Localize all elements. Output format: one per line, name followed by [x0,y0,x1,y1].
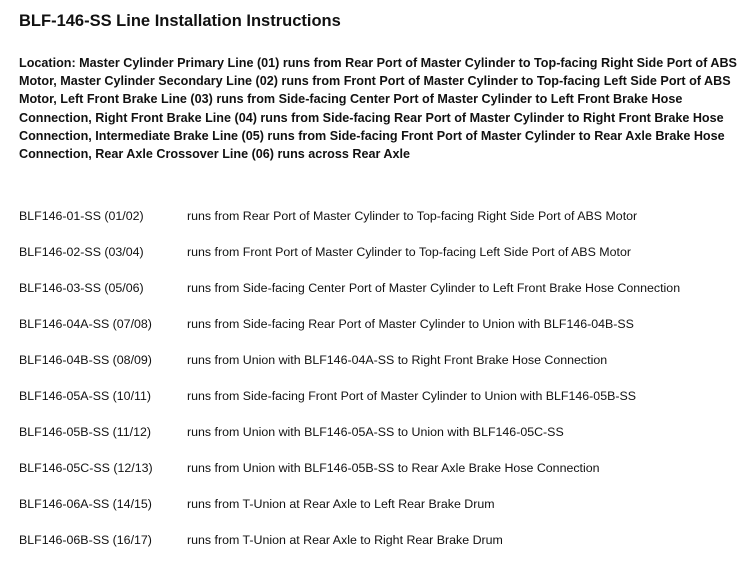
line-description: runs from Side-facing Rear Port of Master Cylinder to Union with BLF146-04B-SS [187,317,634,331]
line-description: runs from Side-facing Center Port of Master Cylinder to Left Front Brake Hose Connection [187,281,681,295]
line-description: runs from Union with BLF146-04A-SS to Right Front Brake Hose Connection [187,353,608,367]
line-part-number: BLF146-06A-SS (14/15) [19,497,152,511]
line-description: runs from Union with BLF146-05A-SS to Union with BLF146-05C-SS [187,425,564,439]
line-row [19,280,744,316]
line-row [19,496,744,532]
line-part-number: BLF146-04B-SS (08/09) [19,353,152,367]
page-title: BLF-146-SS Line Installation Instructions [19,12,341,30]
line-list [19,208,744,568]
line-description: runs from T-Union at Rear Axle to Right Rear Brake Drum [187,533,503,547]
line-part-number: BLF146-05C-SS (12/13) [19,461,153,475]
line-description: runs from Side-facing Front Port of Master Cylinder to Union with BLF146-05B-SS [187,389,637,403]
line-description: runs from Front Port of Master Cylinder to Top-facing Left Side Port of ABS Motor [187,245,631,259]
line-part-number: BLF146-05A-SS (10/11) [19,389,152,403]
line-row [19,424,744,460]
line-part-number: BLF146-02-SS (03/04) [19,245,144,259]
line-part-number: BLF146-04A-SS (07/08) [19,317,152,331]
line-row [19,244,744,280]
line-row [19,532,744,568]
line-description: runs from Union with BLF146-05B-SS to Rear Axle Brake Hose Connection [187,461,600,475]
line-description: runs from T-Union at Rear Axle to Left Rear Brake Drum [187,497,495,511]
line-row [19,316,744,352]
line-row [19,388,744,424]
line-part-number: BLF146-03-SS (05/06) [19,281,144,295]
location-paragraph: Location: Master Cylinder Primary Line (01) runs from Rear Port of Master Cylinder to Top-facing Right Side Port of ABS Motor, Master Cylinder Secondary Line (02) runs from Front Port of Master Cylinder to Top-facing Left Side Port of ABS Motor, Left Front Brake Line (03) runs from Side-facing Center Port of Master Cylinder to Left Front Brake Hose Connection, Right Front Brake Line (04) runs from Side-facing Rear Port of Master Cylinder to Right Front Brake Hose Connection, Intermediate Brake Line (05) runs from Side-facing Front Port of Master Cylinder to Rear Axle Brake Hose Connection, Rear Axle Crossover Line (06) runs across Rear Axle [19,56,737,162]
line-part-number: BLF146-01-SS (01/02) [19,209,144,223]
line-row [19,460,744,496]
line-part-number: BLF146-05B-SS (11/12) [19,425,152,439]
line-row [19,352,744,388]
line-description: runs from Rear Port of Master Cylinder to Top-facing Right Side Port of ABS Motor [187,209,638,223]
line-row [19,208,744,244]
line-part-number: BLF146-06B-SS (16/17) [19,533,152,547]
